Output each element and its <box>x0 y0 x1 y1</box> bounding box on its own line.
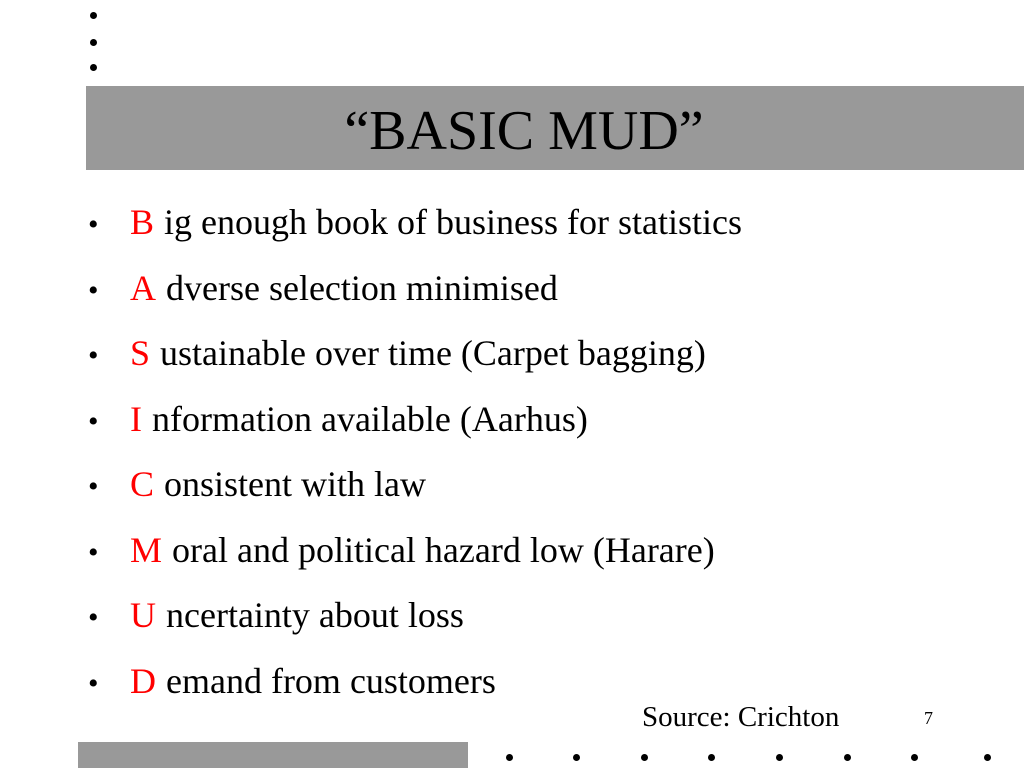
decorative-dots-vertical <box>89 10 101 74</box>
bullet-text: dverse selection minimised <box>166 267 558 308</box>
decorative-dot <box>90 39 97 46</box>
bullet-item <box>86 256 986 322</box>
source-citation: Source: Crichton <box>642 701 840 733</box>
bullet-item <box>86 518 986 584</box>
bullet-text: oral and political hazard low (Harare) <box>172 529 715 570</box>
bullet-text: ncertainty about loss <box>166 595 464 635</box>
bullet-text: onsistent with law <box>164 464 426 504</box>
bullet-text: nformation available (Aarhus) <box>152 398 588 439</box>
decorative-dot <box>844 754 851 761</box>
decorative-dot <box>506 754 513 761</box>
bullet-marker: • <box>88 601 99 634</box>
bullet-marker: • <box>88 535 99 569</box>
bullet-marker: • <box>88 404 99 438</box>
decorative-dot <box>573 754 580 761</box>
bullet-text: ig enough book of business for statistics <box>164 202 742 242</box>
page-number: 7 <box>924 708 933 728</box>
decorative-dot <box>641 754 648 761</box>
decorative-dot <box>911 754 918 761</box>
bullet-initial-letter: B <box>130 202 155 242</box>
bullet-initial-letter: C <box>130 464 155 504</box>
bullet-item <box>86 452 986 518</box>
decorative-dot <box>708 754 715 761</box>
bullet-text: emand from customers <box>166 660 496 701</box>
bullet-item <box>86 190 986 256</box>
bullet-marker: • <box>88 666 99 700</box>
bullet-initial-letter: U <box>130 595 156 635</box>
bullet-initial-letter: A <box>130 267 156 308</box>
slide-title: “BASIC MUD” <box>344 100 704 162</box>
bullet-initial-letter: S <box>130 333 151 373</box>
bullet-text: ustainable over time (Carpet bagging) <box>160 333 706 373</box>
decorative-dot <box>984 754 991 761</box>
decorative-dot <box>90 64 97 71</box>
bullet-initial-letter: I <box>130 398 142 439</box>
decorative-dot <box>776 754 783 761</box>
bullet-initial-letter: M <box>130 529 163 570</box>
bullet-marker: • <box>88 273 99 307</box>
bullet-list <box>86 190 986 714</box>
bullet-item <box>86 387 986 453</box>
decorative-dot <box>90 12 97 19</box>
bullet-item <box>86 583 986 649</box>
bullet-item <box>86 649 986 715</box>
footer-bar <box>78 742 468 768</box>
decorative-dots-horizontal <box>506 754 1006 764</box>
bullet-initial-letter: D <box>130 660 156 701</box>
bullet-marker: • <box>88 208 99 241</box>
bullet-marker: • <box>88 470 99 503</box>
bullet-item <box>86 321 986 387</box>
bullet-marker: • <box>88 339 99 372</box>
